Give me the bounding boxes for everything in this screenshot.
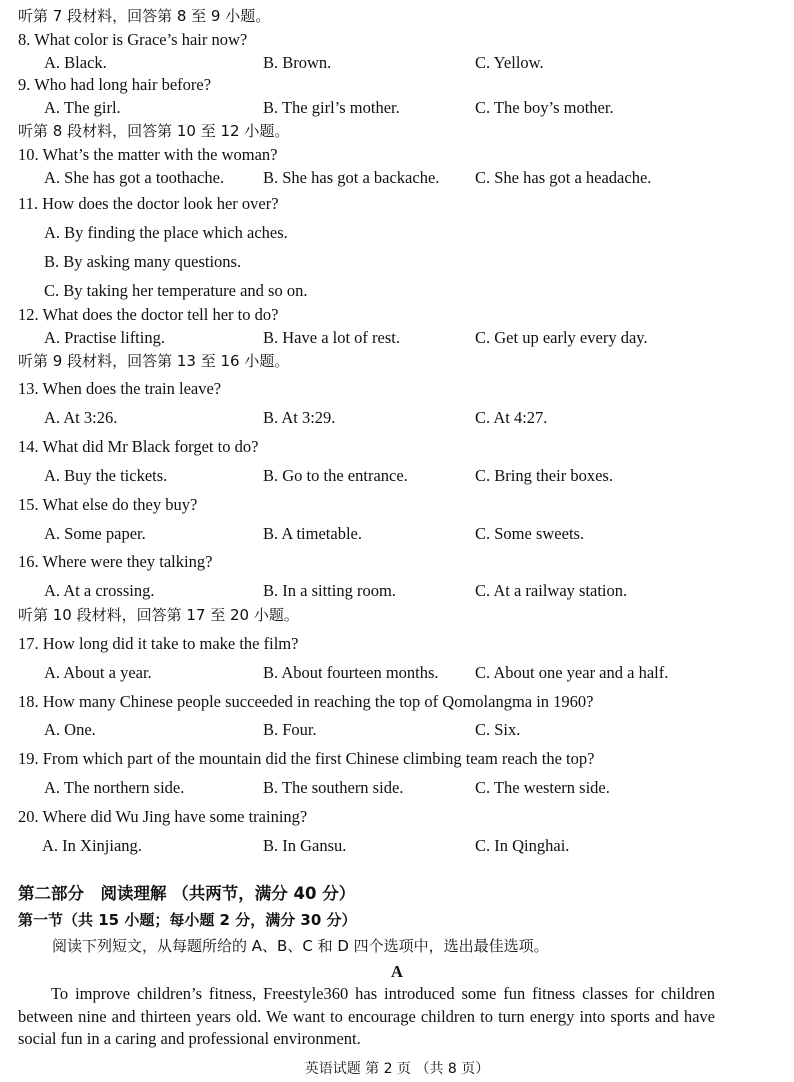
option-13-b: B. At 3:29. [263, 408, 336, 427]
option-9-b: B. The girl’s mother. [263, 98, 400, 117]
question-19: 19. From which part of the mountain did the first Chinese climbing team reach the top? [18, 749, 595, 768]
options-19 [0, 778, 794, 798]
options-18 [0, 720, 794, 740]
option-17-a: A. About a year. [44, 663, 152, 682]
option-9-c: C. The boy’s mother. [475, 98, 614, 117]
option-18-a: A. One. [44, 720, 96, 739]
option-18-c: C. Six. [475, 720, 521, 739]
option-16-b: B. In a sitting room. [263, 581, 396, 600]
option-8-c: C. Yellow. [475, 53, 544, 72]
options-12 [0, 328, 794, 348]
option-20-b: B. In Gansu. [263, 836, 347, 855]
option-13-c: C. At 4:27. [475, 408, 548, 427]
option-13-a: A. At 3:26. [44, 408, 118, 427]
option-15-a: A. Some paper. [44, 524, 146, 543]
option-19-a: A. The northern side. [44, 778, 185, 797]
options-13 [0, 408, 794, 428]
option-8-b: B. Brown. [263, 53, 332, 72]
option-9-a: A. The girl. [44, 98, 121, 117]
option-11-b: B. By asking many questions. [44, 252, 242, 271]
option-10-b: B. She has got a backache. [263, 168, 440, 187]
option-14-c: C. Bring their boxes. [475, 466, 613, 485]
section1-heading: 第一节（共 15 小题；每小题 2 分，满分 30 分） [18, 911, 357, 929]
section-intro-10: 听第 10 段材料，回答第 17 至 20 小题。 [18, 606, 299, 624]
option-12-c: C. Get up early every day. [475, 328, 648, 347]
question-14: 14. What did Mr Black forget to do? [18, 437, 259, 456]
section-intro-7: 听第 7 段材料，回答第 8 至 9 小题。 [18, 7, 271, 25]
option-19-b: B. The southern side. [263, 778, 404, 797]
option-14-b: B. Go to the entrance. [263, 466, 408, 485]
options-9 [0, 98, 794, 118]
question-13: 13. When does the train leave? [18, 379, 222, 398]
part2-heading: 第二部分 阅读理解 （共两节，满分 40 分） [18, 884, 356, 903]
option-11-c: C. By taking her temperature and so on. [44, 281, 308, 300]
option-20-c: C. In Qinghai. [475, 836, 570, 855]
option-17-c: C. About one year and a half. [475, 663, 669, 682]
option-17-b: B. About fourteen months. [263, 663, 439, 682]
section-intro-8: 听第 8 段材料，回答第 10 至 12 小题。 [18, 122, 290, 140]
option-19-c: C. The western side. [475, 778, 610, 797]
passage-label: A [391, 962, 403, 981]
option-20-a: A. In Xinjiang. [42, 836, 142, 855]
options-20 [0, 836, 794, 856]
question-10: 10. What’s the matter with the woman? [18, 145, 278, 164]
question-18: 18. How many Chinese people succeeded in reaching the top of Qomolangma in 1960? [18, 692, 594, 711]
options-14 [0, 466, 794, 486]
page-footer: 英语试题 第 2 页 （共 8 页） [304, 1061, 490, 1077]
option-12-b: B. Have a lot of rest. [263, 328, 401, 347]
options-15 [0, 524, 794, 544]
option-15-b: B. A timetable. [263, 524, 362, 543]
options-16 [0, 581, 794, 601]
question-15: 15. What else do they buy? [18, 495, 198, 514]
option-10-a: A. She has got a toothache. [44, 168, 225, 187]
option-10-c: C. She has got a headache. [475, 168, 652, 187]
option-16-c: C. At a railway station. [475, 581, 628, 600]
question-20: 20. Where did Wu Jing have some training? [18, 807, 308, 826]
option-15-c: C. Some sweets. [475, 524, 585, 543]
question-9: 9. Who had long hair before? [18, 75, 212, 94]
section-intro-9: 听第 9 段材料，回答第 13 至 16 小题。 [18, 352, 290, 370]
question-12: 12. What does the doctor tell her to do? [18, 305, 279, 324]
option-14-a: A. Buy the tickets. [44, 466, 168, 485]
question-8: 8. What color is Grace’s hair now? [18, 30, 248, 49]
option-8-a: A. Black. [44, 53, 107, 72]
option-16-a: A. At a crossing. [44, 581, 155, 600]
reading-instruction: 阅读下列短文，从每题所给的 A、B、C 和 D 四个选项中，选出最佳选项。 [52, 937, 549, 955]
question-17: 17. How long did it take to make the film? [18, 634, 299, 653]
question-16: 16. Where were they talking? [18, 552, 213, 571]
question-11: 11. How does the doctor look her over? [18, 194, 279, 213]
options-10 [0, 168, 794, 188]
option-18-b: B. Four. [263, 720, 317, 739]
options-8 [0, 53, 794, 73]
option-11-a: A. By finding the place which aches. [44, 223, 288, 242]
options-17 [0, 663, 794, 683]
passage-a-text: To improve children’s fitness, Freestyle360 has introduced some fun fitness classes for children between nine and thirteen years old. We want to encourage children to turn energy into sports and have social fun in a caring and professional environment. [18, 984, 715, 1048]
option-12-a: A. Practise lifting. [44, 328, 165, 347]
